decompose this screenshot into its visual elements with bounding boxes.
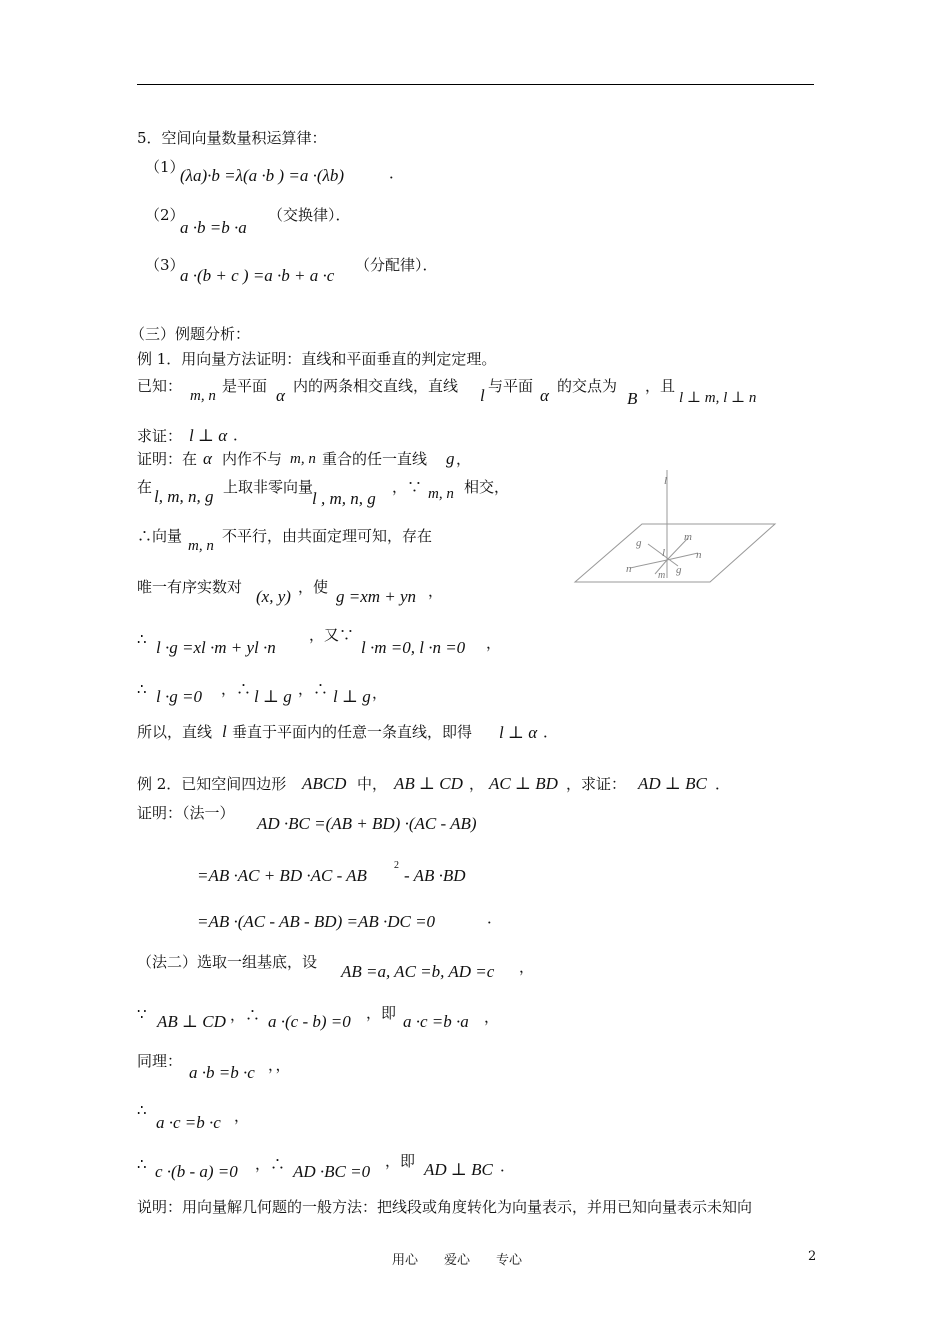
r1-end: ， [484,1008,500,1026]
law2-label: （2） [145,206,185,224]
proof1-alpha: α [203,449,212,468]
proof5-formula: l ·g =xl ·m + yl ·n [156,638,276,657]
r4-m2: AD ·BC =0 [293,1162,371,1181]
ex2-title-c: ， [469,775,485,793]
proof2-vectors: l , m, n, g [312,489,376,508]
prove-formula: l ⊥ α [189,426,228,445]
r4-m3: AD ⊥ BC [424,1160,493,1179]
ex2-goal: AD ⊥ BC [638,774,707,793]
given-text-c: 内的两条相交直线，直线 [293,377,459,395]
r1-m3: a ·c =b ·a [403,1012,469,1031]
method1-superscript: 2 [394,860,399,871]
plane-vectors-figure [570,466,780,588]
r1-m1: AB ⊥ CD [157,1012,226,1031]
plane-alpha-shape [575,524,775,582]
r4-c: ，即 [385,1152,416,1170]
r3-therefore: ∴ [137,1101,147,1119]
proof1-a: 证明：在 [137,450,198,468]
fig-label-m: m [684,531,692,543]
fig-label-g2: g [676,564,682,576]
fig-label-n2: n [626,563,632,575]
proof4-formula: g =xm + yn [336,587,417,606]
law1-label: （1） [145,158,185,176]
law1-end: ． [389,164,405,182]
r1-b: ，∴ [230,1006,261,1024]
proof3-b: 不平行，由共面定理可知，存在 [222,527,433,545]
r3-formula: a ·c =b ·c [156,1113,221,1132]
proof7-l: l [222,722,227,741]
ex2-cond2: AC ⊥ BD [489,774,558,793]
proof6-m3: l ⊥ g [333,687,371,706]
section3-heading: （三）例题分析： [130,325,251,343]
r4-end: ． [500,1157,516,1175]
r3-end: ， [234,1107,250,1125]
page-number: 2 [808,1249,817,1264]
fig-label-m2: m [658,570,666,581]
proof4-end: ， [428,582,444,600]
proof7-a: 所以，直线 [137,723,213,741]
proof2-a: 在 [137,478,153,496]
given-B: B [627,389,638,408]
ex2-cond1: AB ⊥ CD [394,774,463,793]
proof7-b: 垂直于平面内的任意一条直线，即得 [232,723,473,741]
proof4-b: ，使 [298,578,329,596]
proof1-mn: m, n [290,451,316,467]
r1-because: ∵ [137,1005,147,1023]
fig-label-l: l [664,475,668,487]
proof2-c: ，∵ [392,478,423,496]
given-label: 已知： [137,377,183,395]
method1-line1: AD ·BC =(AB + BD) ·(AC - AB) [257,814,477,833]
r2-label: 同理： [137,1052,183,1070]
ex2-title-a: 例 2．已知空间四边形 [137,775,287,793]
header-rule [137,84,814,85]
proof2-d: 相交， [464,478,510,496]
proof1-c: 重合的任一直线 [322,450,428,468]
proof5-formula2: l ·m =0, l ·n =0 [361,638,466,657]
fig-label-l2: l [662,547,666,559]
proof6-m1: l ·g =0 [156,687,202,706]
law3-label: （3） [145,256,185,274]
proof2-lmng: l, m, n, g [154,487,214,506]
given-alpha: α [276,386,285,405]
proof6-end: ， [372,684,388,702]
proof6-m2: l ⊥ g [254,687,292,706]
method1-line2b: - AB ·BD [404,866,466,885]
given-l: l [480,386,485,405]
proof1-g: g [446,449,455,468]
law2-note: （交换律）． [268,206,351,224]
method1-end: ． [487,909,503,927]
proof6-a: ∴ [137,680,147,698]
r2-formula: a ·b =b ·c [189,1063,255,1082]
footer-motto: 用心 爱心 专心 [392,1253,523,1268]
proof6-c: ，∴ [298,680,329,698]
explanation-note: 说明：用向量解几何题的一般方法：把线段或角度转化为向量表示，并用已知向量表示未知向 [137,1198,753,1216]
law1-formula: (λa)·b =λ(a ·b ) =a ·(λb) [180,166,344,185]
n-vector-line [667,553,698,560]
given-perp: l ⊥ m, l ⊥ n [679,390,757,406]
method2-end: ， [519,958,535,976]
proof1-b: 内作不与 [222,450,283,468]
method1-label: 证明：（法一） [137,804,235,822]
proof5-b: ，又∵ [309,626,355,644]
law2-formula: a ·b =b ·a [180,218,247,237]
proof4-xy: (x, y) [256,587,291,606]
given-text-d: 与平面 [488,377,534,395]
method2-basis: AB =a, AC =b, AD =c [341,962,495,981]
fig-label-n: n [696,549,702,561]
ex2-title-d: ，求证： [566,775,627,793]
method1-line2: =AB ·AC + BD ·AC - AB [197,866,367,885]
r2-end: ，， [268,1056,291,1074]
example1-title: 例 1．用向量方法证明：直线和平面垂直的判定定理。 [137,350,497,368]
fig-label-g: g [636,537,642,549]
r4-m1: c ·(b - a) =0 [155,1162,238,1181]
method1-line3: =AB ·(AC - AB - BD) =AB ·DC =0 [197,912,436,931]
proof7-formula: l ⊥ α [499,723,538,742]
r1-c: ，即 [366,1004,397,1022]
proof5-end: ， [486,634,502,652]
ex2-abcd: ABCD [302,774,347,793]
given-text-f: ，且 [645,377,676,395]
r1-m2: a ·(c - b) =0 [268,1012,351,1031]
section5-title: 5．空间向量数量积运算律： [137,129,327,147]
proof1-end: ， [456,450,472,468]
proof2-b: 上取非零向量 [223,478,314,496]
method2-label: （法二）选取一组基底，设 [137,953,318,971]
proof6-b: ，∴ [221,680,252,698]
law3-note: （分配律）． [355,256,438,274]
law3-formula: a ·(b + c ) =a ·b + a ·c [180,266,335,285]
proof3-a: ∴向量 [137,527,183,545]
proof4-a: 唯一有序实数对 [137,578,243,596]
given-text-b: 是平面 [222,377,268,395]
prove-label: 求证： [137,427,183,445]
ex2-title-end: ． [715,775,731,793]
proof5-a: ∴ [137,630,147,648]
ex2-title-b: 中， [357,775,388,793]
given-text-e: 的交点为 [557,377,618,395]
r4-b: ，∴ [255,1155,286,1173]
proof3-mn: m, n [188,538,214,554]
given-alpha-2: α [540,386,549,405]
r4-therefore: ∴ [137,1155,147,1173]
prove-end: ． [233,426,249,444]
proof2-mn: m, n [428,486,454,502]
given-mn: m, n [190,388,216,404]
proof7-end: ． [543,723,559,741]
